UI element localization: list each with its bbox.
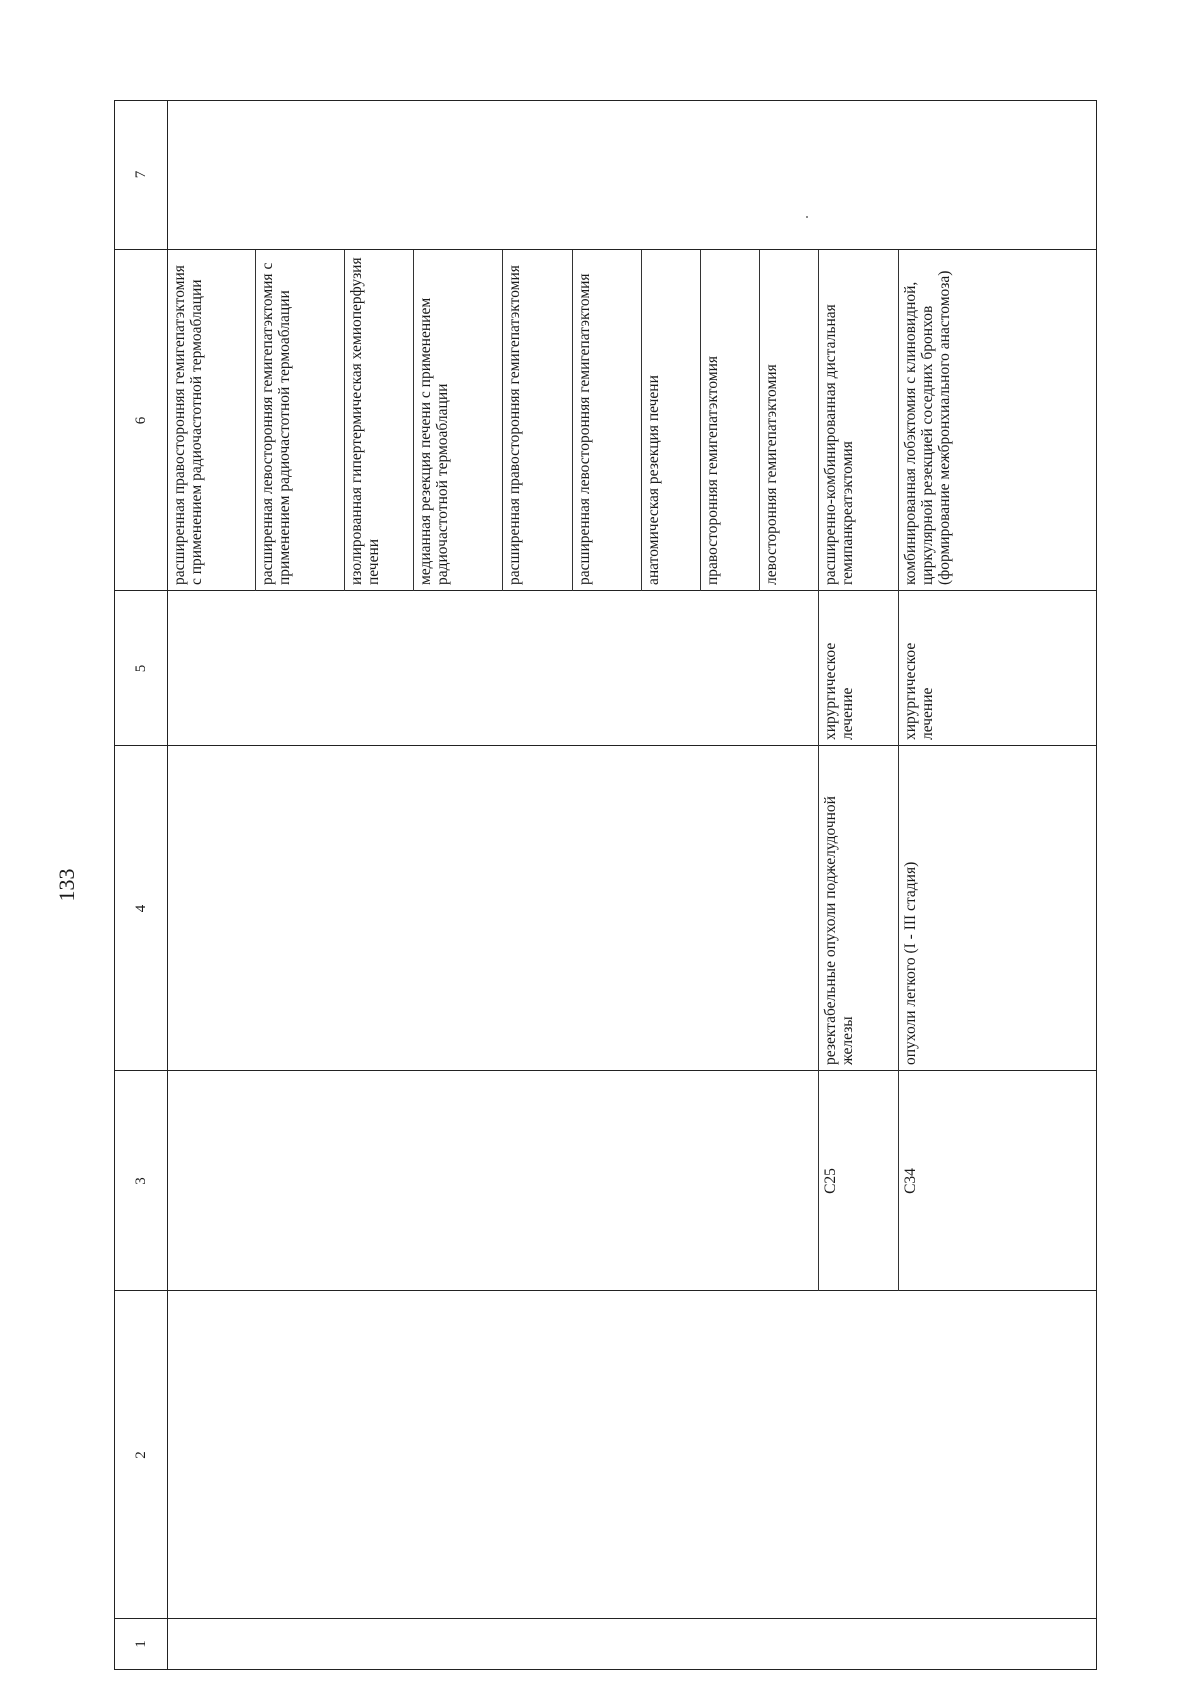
procedure-cell: правосторонняя гемигепатэктомия: [704, 355, 721, 585]
column-number: 6: [132, 416, 149, 425]
column-number: 7: [132, 170, 149, 179]
procedure-cell: расширенная левосторонняя гемигепатэктомия с применением радиочастотной термоаблации: [259, 262, 293, 585]
procedure-cell: расширенная правосторонняя гемигепатэктомия: [506, 265, 523, 585]
column-divider: [115, 1618, 1096, 1619]
diagnosis-cell: резектабельные опухоли поджелудочной железы: [822, 796, 856, 1065]
page-number: 133: [54, 868, 79, 902]
procedure-cell: расширенно-комбинированная дистальная гемипанкреатэктомия: [822, 304, 856, 585]
diagnosis-cell: опухоли легкого (I - III стадия): [902, 861, 919, 1065]
column-number: 4: [132, 904, 149, 913]
procedure-cell: анатомическая резекция печени: [645, 375, 662, 585]
procedure-cell: комбинированная лобэктомия с клиновидной, циркулярной резекцией соседних бронхов (формирование межбронхиального анастомоза): [902, 270, 953, 585]
column-divider: [115, 1290, 1096, 1291]
procedure-cell: левосторонняя гемигепатэктомия: [763, 364, 780, 585]
treatment-type-cell: хирургическое лечение: [902, 642, 936, 740]
procedure-cell: медианная резекция печени с применением радиочастотной термоаблации: [417, 297, 451, 585]
column-divider: [115, 1070, 1096, 1071]
treatment-type-cell: хирургическое лечение: [822, 642, 856, 740]
column-number: 2: [132, 1451, 149, 1459]
column-divider: [115, 745, 1096, 746]
icd-code-cell: C34: [902, 1168, 919, 1194]
column-number: 1: [132, 1640, 149, 1648]
column-number: 3: [132, 1177, 149, 1185]
procedure-cell: изолированная гипертермическая хемиоперфузия печени: [348, 257, 382, 585]
procedure-cell: расширенная правосторонняя гемигепатэктомия с применением радиочастотной термоаблации: [171, 265, 205, 585]
icd-code-cell: C25: [822, 1168, 839, 1194]
column-number: 5: [132, 664, 149, 673]
procedure-cell: расширенная левосторонняя гемигепатэктомия: [576, 273, 593, 585]
procedures-table: [114, 100, 1097, 1670]
